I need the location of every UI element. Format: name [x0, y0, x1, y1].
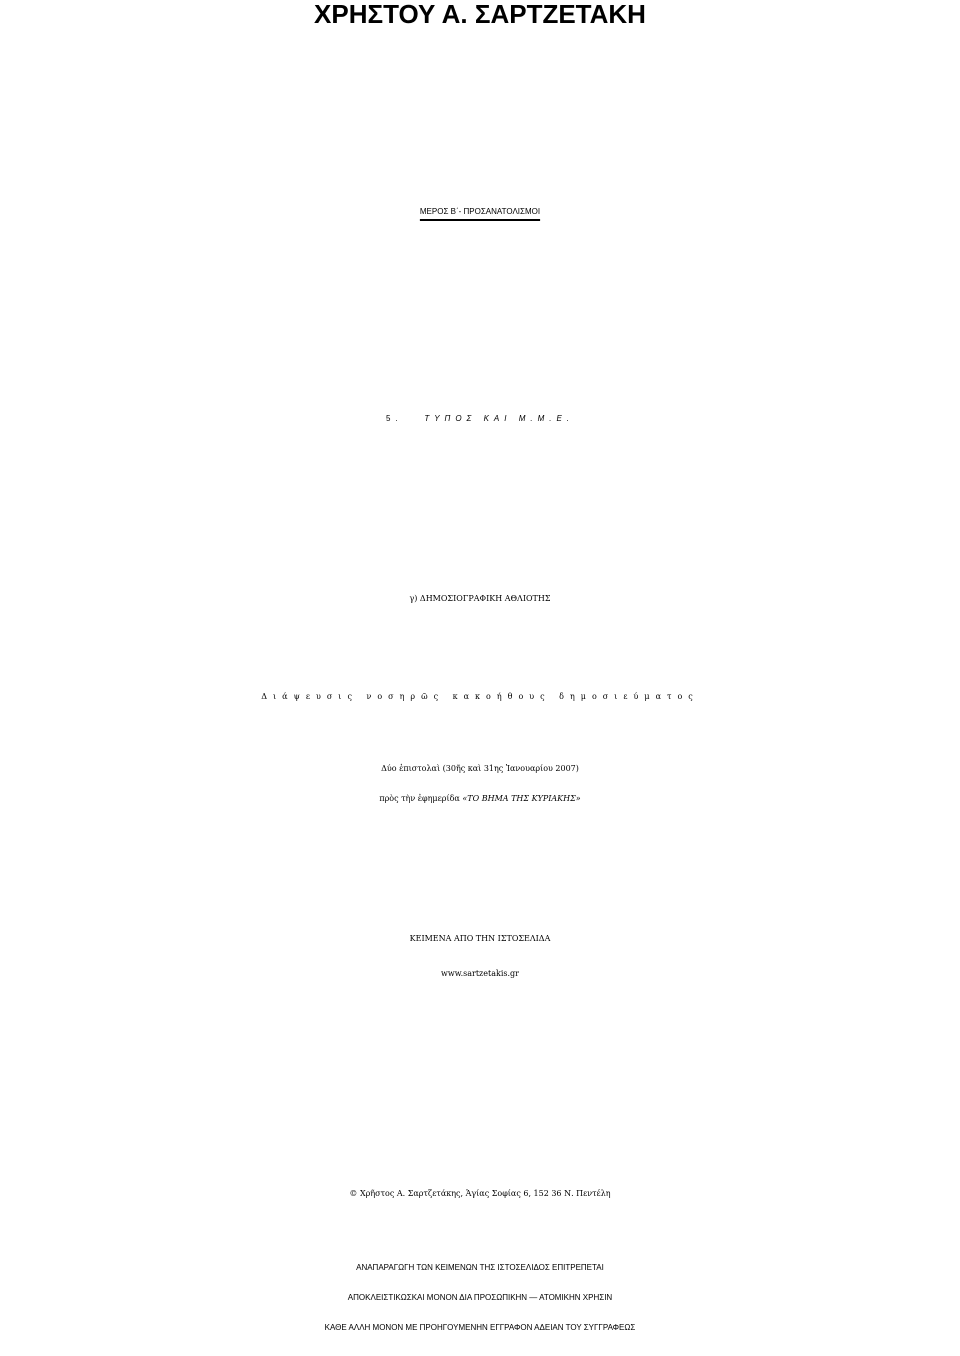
- recipient-prefix: πρὸς τὴν ἐφημερίδα: [379, 794, 463, 803]
- section-number: 5.: [385, 414, 403, 423]
- letters-recipient: [0, 795, 960, 804]
- legal-notice-line-3: ΚΑΘΕ ΑΛΛΗ ΜΟΝΟΝ ΜΕ ΠΡΟΗΓΟΥΜΕΝΗΝ ΕΓΓΡΑΦΟΝ ΑΔΕΙΑΝ ΤΟΥ ΣΥΓΓΡΑΦΕΩΣ: [324, 1323, 636, 1332]
- author-heading: ΧΡΗΣΤΟΥ Α. ΣΑΡΤΖΕΤΑΚΗ: [314, 0, 646, 29]
- section-title: ΤΥΠΟΣ ΚΑΙ Μ.Μ.Ε.: [424, 414, 575, 423]
- source-label: ΚΕΙΜΕΝΑ ΑΠΟ ΤΗΝ ΙΣΤΟΣΕΛΙΔΑ: [409, 934, 551, 943]
- section-heading: [0, 415, 960, 424]
- subsection-heading: γ) ΔΗΜΟΣΙΟΓΡΑΦΙΚΗ ΑΘΛΙΟΤΗΣ: [409, 594, 551, 603]
- legal-notice-line-2: ΑΠΟΚΛΕΙΣΤΙΚΩΣΚΑΙ ΜΟΝΟΝ ΔΙΑ ΠΡΟΣΩΠΙΚΗΝ — ΑΤΟΜΙΚΗΝ ΧΡΗΣΙΝ: [347, 1293, 613, 1302]
- article-title: Διάψευσις νοσηρῶς κακοήθους δημοσιεύματος: [261, 692, 699, 701]
- copyright-address: Ἁγίας Σοφίας 6, 152 36 Ν. Πεντέλη: [465, 1189, 611, 1198]
- newspaper-name: «ΤΟ ΒΗΜΑ ΤΗΣ ΚΥΡΙΑΚΗΣ»: [462, 794, 581, 803]
- copyright-icon: ©: [349, 1189, 358, 1198]
- part-heading: ΜΕΡΟΣ Β΄- ΠΡΟΣΑΝΑΤΟΛΙΣΜΟΙ: [419, 207, 541, 216]
- letters-description: Δύο ἐπιστολαὶ (30ῆς καὶ 31ης Ἰανουαρίου 2007): [381, 764, 579, 773]
- copyright-line: [0, 1190, 960, 1199]
- website-link[interactable]: www.sartzetakis.gr: [441, 969, 519, 978]
- copyright-holder: Χρῆστος Α. Σαρτζετάκης,: [359, 1189, 464, 1198]
- legal-notice-line-1: ΑΝΑΠΑΡΑΓΩΓΗ ΤΩΝ ΚΕΙΜΕΝΩΝ ΤΗΣ ΙΣΤΟΣΕΛΙΔΟΣ ΕΠΙΤΡΕΠΕΤΑΙ: [356, 1263, 604, 1272]
